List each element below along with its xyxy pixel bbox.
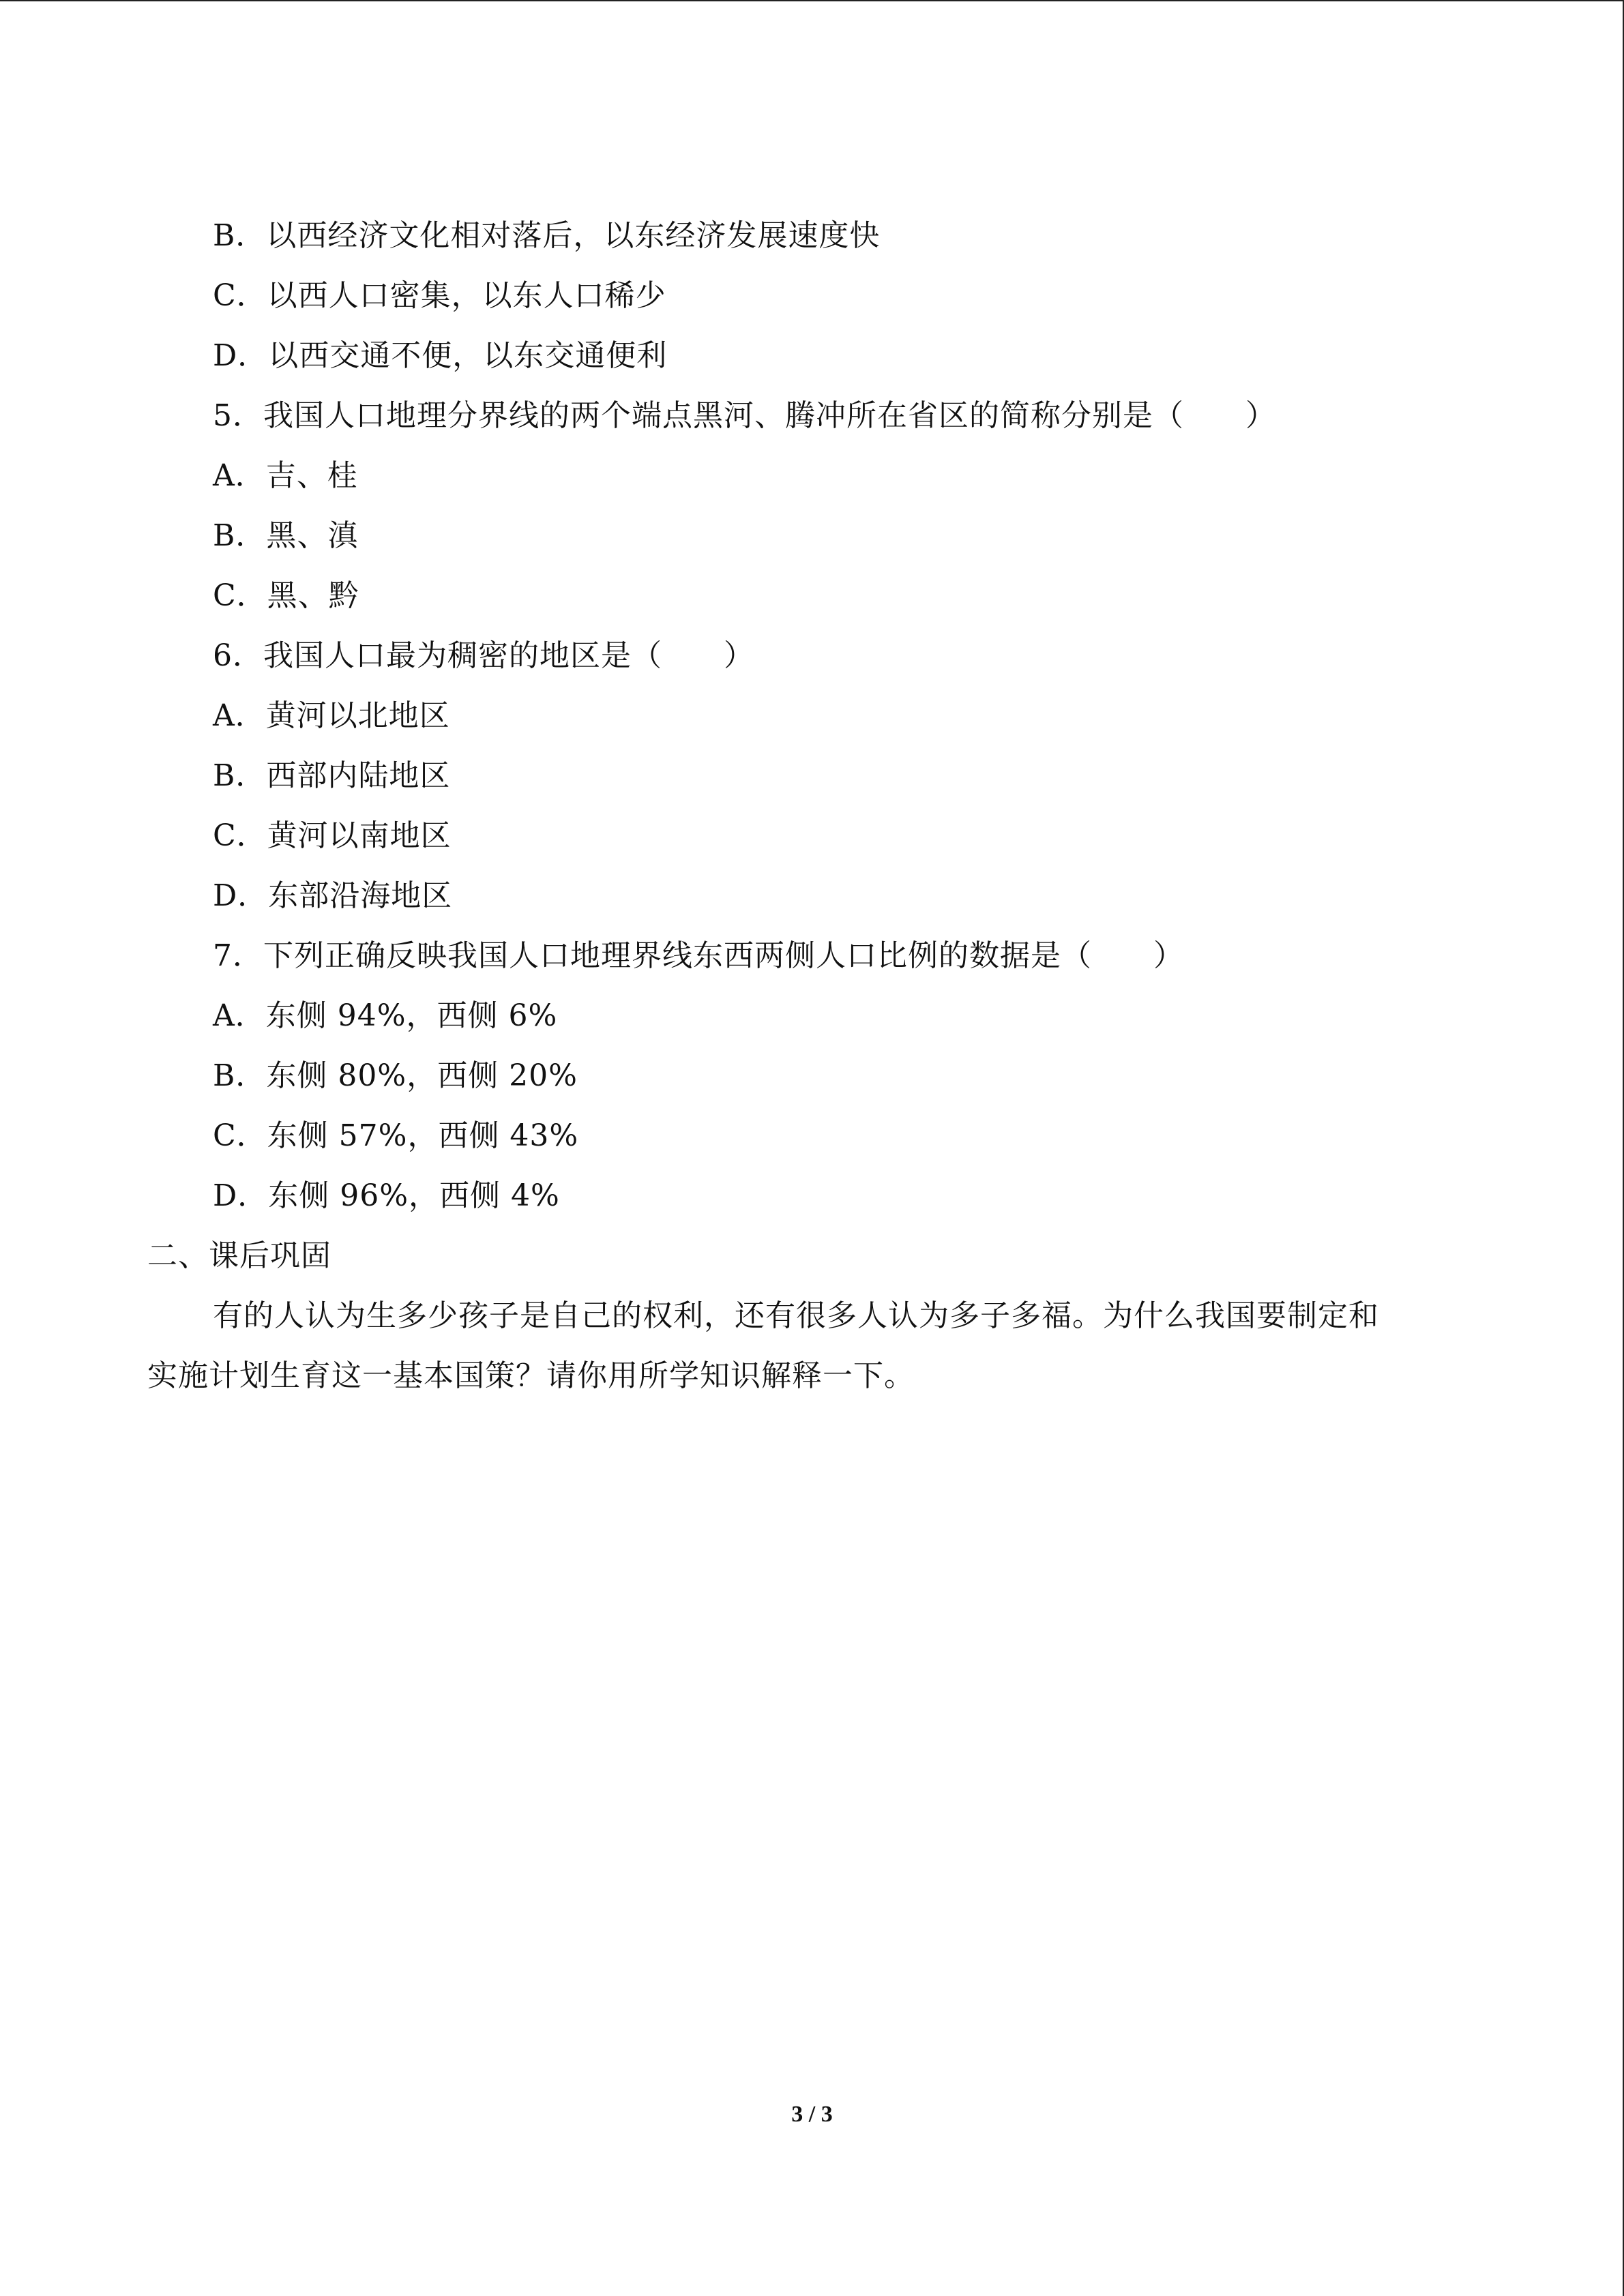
q7-option-b: B．东侧 80%，西侧 20% [213, 1058, 578, 1093]
q4-option-d: D．以西交通不便，以东交通便利 [213, 338, 668, 373]
q7-stem: 7．下列正确反映我国人口地理界线东西两侧人口比例的数据是（ ） [213, 938, 1184, 973]
paragraph-line-1: 有的人认为生多少孩子是自己的权利，还有很多人认为多子多福。为什么我国要制定和 [213, 1298, 1379, 1333]
q6-option-c: C．黄河以南地区 [213, 818, 452, 853]
q4-option-c: C．以西人口密集，以东人口稀少 [213, 278, 666, 313]
q5-option-a: A．吉、桂 [213, 458, 358, 493]
q5-option-b: B．黑、滇 [213, 518, 359, 553]
q7-option-a: A．东侧 94%，西侧 6% [213, 998, 558, 1033]
q7-option-d: D．东侧 96%，西侧 4% [213, 1178, 560, 1213]
q4-option-b: B．以西经济文化相对落后，以东经济发展速度快 [213, 218, 881, 253]
page-number: 3 / 3 [791, 2102, 833, 2127]
q5-stem: 5．我国人口地理分界线的两个端点黑河、腾冲所在省区的简称分别是（ ） [213, 398, 1276, 433]
section-heading: 二、课后巩固 [147, 1238, 331, 1273]
q6-option-b: B．西部内陆地区 [213, 758, 451, 793]
q6-option-d: D．东部沿海地区 [213, 878, 453, 913]
q6-option-a: A．黄河以北地区 [213, 698, 450, 733]
paragraph-line-2: 实施计划生育这一基本国策？请你用所学知识解释一下。 [147, 1358, 915, 1393]
q7-option-c: C．东侧 57%，西侧 43% [213, 1118, 579, 1153]
q5-option-c: C．黑、黔 [213, 578, 359, 613]
q6-stem: 6．我国人口最为稠密的地区是（ ） [213, 638, 754, 673]
